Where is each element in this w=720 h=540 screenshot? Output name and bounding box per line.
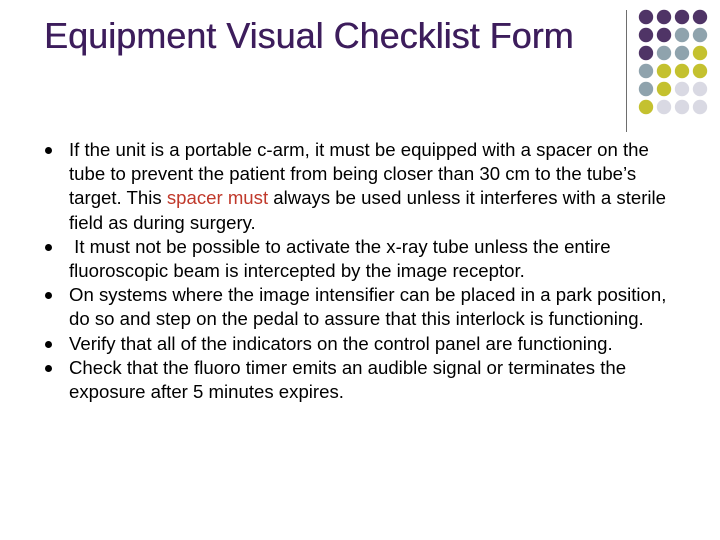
decorative-dot-grid	[638, 9, 718, 117]
bullet-dot-icon	[45, 341, 52, 348]
decorative-dot	[675, 82, 689, 96]
decorative-dot	[639, 100, 653, 114]
bullet-item-spacer	[44, 138, 684, 235]
decorative-dot	[639, 28, 653, 42]
decorative-dot	[693, 100, 707, 114]
decorative-dot	[693, 28, 707, 42]
decorative-dot	[639, 10, 653, 24]
decorative-dot	[639, 46, 653, 60]
decorative-dot	[675, 64, 689, 78]
decorative-dot	[693, 64, 707, 78]
decorative-dot	[675, 100, 689, 114]
decorative-dot	[639, 82, 653, 96]
bullet-item-indicators	[44, 332, 684, 356]
decorative-dot	[657, 10, 671, 24]
bullet-dot-icon	[45, 365, 52, 372]
bullet-dot-icon	[45, 244, 52, 251]
decorative-divider	[626, 10, 627, 132]
bullet-text: Check that the fluoro timer emits an audible signal or terminates the exposure after 5 minutes expires.	[69, 356, 627, 403]
decorative-dot	[675, 46, 689, 60]
bullet-text: On systems where the image intensifier can be placed in a park position, do so and step on the pedal to assure that this interlock is functioning.	[69, 284, 667, 330]
decorative-dot	[693, 82, 707, 96]
decorative-dot	[639, 64, 653, 78]
decorative-dot	[657, 28, 671, 42]
bullet-text: It must not be possible to activate the x-ray tube unless the entire fluoroscopic beam is intercepted by the image receptor.	[69, 235, 616, 282]
decorative-dot	[675, 10, 689, 24]
bullet-list	[44, 138, 684, 404]
bullet-item-xray-tube	[44, 235, 684, 283]
bullet-item-fluoro-timer	[44, 356, 684, 404]
decorative-dot	[657, 64, 671, 78]
decorative-dot	[693, 46, 707, 60]
bullet-text: always be used unless it interferes with a sterile field as during surgery.	[69, 187, 667, 233]
bullet-text: If the unit is a portable c-arm, it must be equipped with a spacer on the tube to prevent the patient from being closer than 30 cm to the tube’s target. This	[69, 139, 649, 209]
highlighted-text: spacer must	[166, 187, 269, 209]
decorative-dot	[657, 46, 671, 60]
decorative-dot	[675, 28, 689, 42]
bullet-dot-icon	[45, 147, 52, 154]
decorative-dot	[657, 82, 671, 96]
slide-title: Equipment Visual Checklist Form	[44, 15, 574, 56]
decorative-dot	[657, 100, 671, 114]
bullet-dot-icon	[45, 292, 52, 299]
bullet-text: Verify that all of the indicators on the control panel are functioning.	[69, 332, 613, 354]
bullet-item-park-position	[44, 283, 684, 331]
decorative-dot	[693, 10, 707, 24]
